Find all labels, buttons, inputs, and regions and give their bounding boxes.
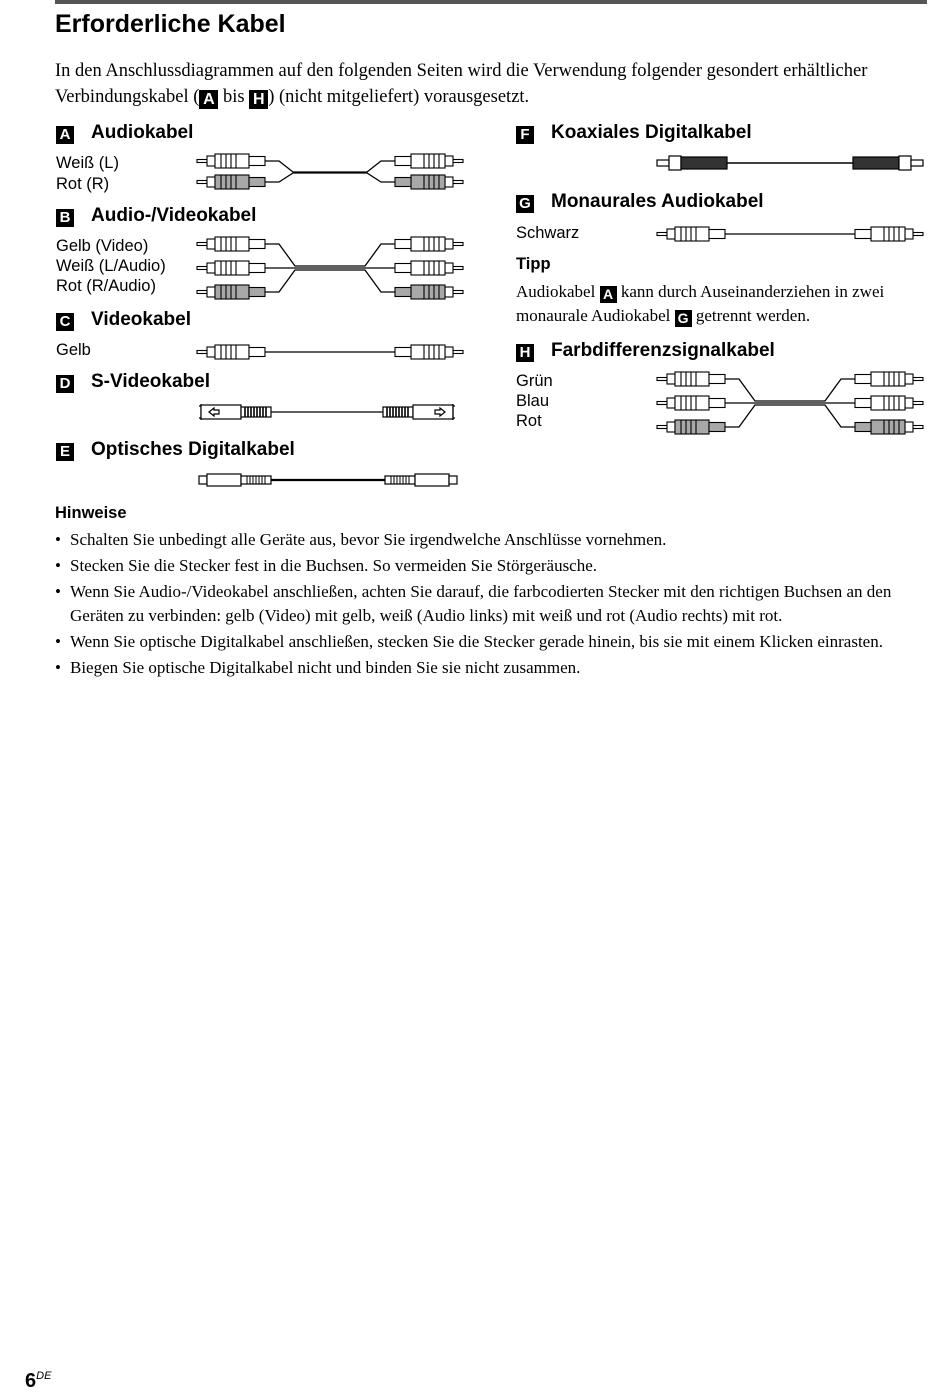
rca-plug — [197, 237, 265, 251]
cable-heading-a — [56, 122, 193, 144]
cable-b-illustration — [195, 233, 465, 301]
rca-plug — [197, 175, 265, 189]
cable-a-label-red: Rot (R) — [56, 175, 110, 193]
rca-plug — [395, 285, 463, 299]
cable-heading-e — [56, 439, 295, 461]
cable-name-h: Farbdifferenzsignalkabel — [551, 340, 775, 361]
rca-plug — [855, 227, 923, 241]
rca-plug — [657, 396, 725, 410]
rca-plug — [395, 237, 463, 251]
rca-plug — [197, 285, 265, 299]
cable-h-label-blue: Blau — [516, 392, 550, 410]
cable-name-g: Monaurales Audiokabel — [551, 191, 764, 212]
cable-g-label-black: Schwarz — [516, 224, 580, 242]
cable-heading-g — [516, 191, 764, 213]
rca-plug — [197, 154, 265, 168]
cable-name-b: Audio-/Videokabel — [91, 205, 257, 226]
intro-text-3: ) (nicht mitgeliefert) vorausgesetzt. — [268, 87, 530, 107]
tip-heading: Tipp — [516, 255, 551, 273]
letter-badge-d: D — [56, 375, 74, 393]
letter-badge-f: F — [516, 126, 534, 144]
letter-badge-h: H — [249, 90, 268, 109]
cable-heading-d — [56, 371, 210, 393]
top-rule — [55, 0, 927, 4]
cable-c-illustration — [195, 341, 465, 363]
rca-plug — [395, 175, 463, 189]
tip-text-2: kann durch Auseinanderziehen in zwei monaurale Audiokabel — [516, 282, 885, 325]
cable-b-label-yellow: Gelb (Video) — [56, 237, 149, 255]
intro-text-1: In den Anschlussdiagrammen auf den folgenden Seiten wird die Verwendung folgender gesondert erhältlicher Verbindungskabel ( — [55, 61, 868, 107]
cable-name-c: Videokabel — [91, 309, 191, 330]
cable-a-label-white: Weiß (L) — [56, 154, 119, 172]
rca-plug — [395, 261, 463, 275]
note-item: • Biegen Sie optische Digitalkabel nicht und binden Sie sie nicht zusammen. — [55, 656, 935, 680]
cable-a-illustration — [195, 150, 465, 194]
letter-badge-a: A — [199, 90, 218, 109]
tip-text-3: getrennt werden. — [691, 306, 811, 325]
notes-list — [55, 528, 935, 682]
cable-b-label-white: Weiß (L/Audio) — [56, 257, 166, 275]
cable-name-d: S-Videokabel — [91, 371, 210, 392]
letter-badge-e: E — [56, 443, 74, 461]
rca-plug — [657, 372, 725, 386]
letter-badge-a: A — [600, 286, 617, 303]
cable-heading-f — [516, 122, 752, 144]
cable-h-label-green: Grün — [516, 372, 553, 390]
rca-plug — [855, 420, 923, 434]
page-number — [25, 1370, 51, 1393]
cable-d-illustration — [195, 401, 465, 423]
rca-plug — [855, 372, 923, 386]
cable-heading-h — [516, 340, 775, 362]
intro-paragraph — [55, 58, 935, 110]
rca-plug — [197, 261, 265, 275]
cable-g-illustration — [655, 223, 925, 245]
rca-plug — [197, 345, 265, 359]
page-number-value: 6 — [25, 1370, 37, 1392]
cable-name-a: Audiokabel — [91, 122, 194, 143]
cable-name-e: Optisches Digitalkabel — [91, 439, 295, 460]
cable-heading-b — [56, 205, 256, 227]
note-item: • Wenn Sie optische Digitalkabel anschließen, stecken Sie die Stecker gerade hinein, bis sie mit einem Klicken einrasten. — [55, 630, 935, 654]
intro-text-2: bis — [218, 87, 250, 107]
tip-text-1: Audiokabel — [516, 282, 600, 301]
letter-badge-b: B — [56, 209, 74, 227]
notes-heading: Hinweise — [55, 504, 127, 522]
cable-name-f: Koaxiales Digitalkabel — [551, 122, 752, 143]
note-item: • Wenn Sie Audio-/Videokabel anschließen, achten Sie darauf, die farbcodierten Stecker mit den richtigen Buchsen an den Geräten zu verbinden: gelb (Video) mit gelb, weiß (Audio links) mit weiß und rot (Audio rechts) mit rot. — [55, 580, 935, 628]
note-item: • Schalten Sie unbedingt alle Geräte aus, bevor Sie irgendwelche Anschlüsse vornehmen. — [55, 528, 935, 552]
letter-badge-g: G — [516, 195, 534, 213]
letter-badge-a: A — [56, 126, 74, 144]
cable-f-illustration — [655, 152, 925, 174]
page-title: Erforderliche Kabel — [55, 10, 286, 38]
cable-h-illustration — [655, 368, 925, 436]
tip-text — [516, 280, 931, 328]
rca-plug — [657, 420, 725, 434]
cable-h-label-red: Rot — [516, 412, 542, 430]
cable-b-label-red: Rot (R/Audio) — [56, 277, 156, 295]
rca-plug — [855, 396, 923, 410]
cable-c-label-yellow: Gelb — [56, 341, 91, 359]
rca-plug — [657, 227, 725, 241]
letter-badge-g: G — [675, 310, 692, 327]
page-number-suffix: DE — [36, 1370, 52, 1382]
cable-heading-c — [56, 309, 191, 331]
letter-badge-c: C — [56, 313, 74, 331]
rca-plug — [395, 345, 463, 359]
rca-plug — [395, 154, 463, 168]
letter-badge-h: H — [516, 344, 534, 362]
note-item: • Stecken Sie die Stecker fest in die Buchsen. So vermeiden Sie Störgeräusche. — [55, 554, 935, 578]
cable-e-illustration — [195, 469, 465, 491]
